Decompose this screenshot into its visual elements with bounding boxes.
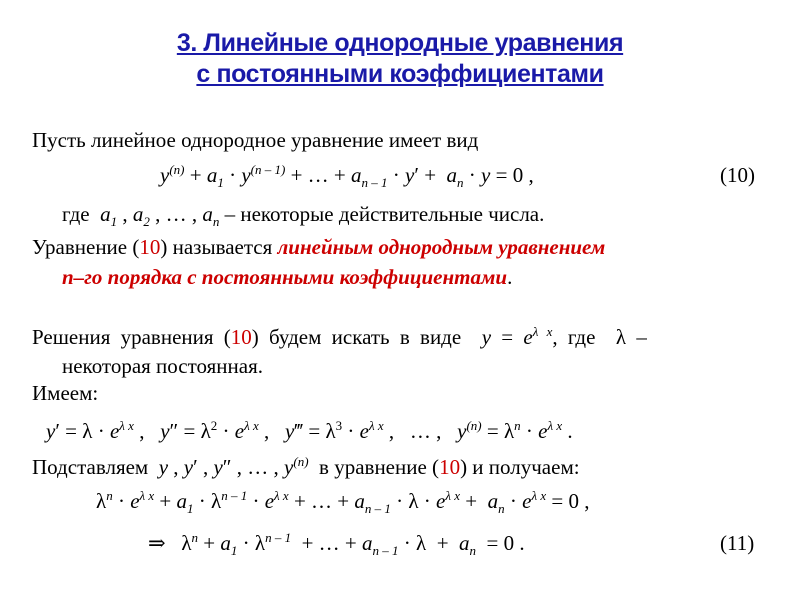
have-label: Имеем: xyxy=(32,381,99,405)
definition-highlight1: линейным однородным уравнением xyxy=(277,235,606,259)
solution-start: Решения уравнения ( xyxy=(32,325,231,349)
equation-10: $y^{(n)} + a_1 \cdot y^{(n - 1)}$ + … + $a_{n - 1} \cdot y' + a_n \cdot y = 0$ , xyxy=(160,162,534,190)
section-title-line1: 3. Линейные однородные уравнения xyxy=(176,29,624,57)
solution-line1: Решения уравнения (10) будем искать в виде $y = e^{\lambda x}$, где λ – xyxy=(32,324,647,349)
section-title xyxy=(0,28,800,90)
solution-line2: некоторая постоянная. xyxy=(62,354,263,378)
definition-middle: ) называется xyxy=(160,235,273,259)
solution-where: , где xyxy=(552,325,596,349)
solution-middle: ) будем искать в виде xyxy=(251,325,462,349)
definition-end: . xyxy=(507,265,513,289)
coefficients-line: где $a_1$ , $a_2$ , … , $a_n$ – некоторые действительные числа. xyxy=(62,202,545,229)
solution-dash: – xyxy=(636,325,647,349)
substituted-equation: $\lambda^n \cdot e^{\lambda x} + a_1 \cdot \lambda^{n - 1} \cdot e^{\lambda x}$ + … + $a_{n - 1} \cdot \lambda \cdot e^{\lambda x} + a_n \cdot e^{\lambda x} = 0$ , xyxy=(96,488,590,516)
definition-line1 xyxy=(32,234,605,260)
equation-11: ⇒ $\lambda^n + a_1 \cdot \lambda^{n - 1}$ + … + $a_{n - 1} \cdot \lambda + a_n = 0$ . xyxy=(148,530,525,558)
definition-start: Уравнение ( xyxy=(32,235,140,259)
equation-11-label: (11) xyxy=(720,531,755,555)
definition-highlight2: n–го порядка с постоянными коэффициентами xyxy=(62,265,508,289)
definition-line2 xyxy=(62,264,512,290)
solution-ref: 10 xyxy=(230,325,252,349)
definition-ref: 10 xyxy=(139,235,161,259)
intro-text: Пусть линейное однородное уравнение имеет вид xyxy=(32,128,479,152)
subst-ref: 10 xyxy=(439,455,461,479)
section-title-line2: с постоянными коэффициентами xyxy=(196,60,604,88)
subst-end: ) и получаем: xyxy=(460,455,580,479)
derivatives-line: $y' = \lambda \cdot e^{\lambda x}$ , $y'' = \lambda^2 \cdot e^{\lambda x}$ , y‴ = $\lambda^3 \cdot e^{\lambda x}$ , … , $y^{(n)} = \lambda^n \cdot e^{\lambda x}$ . xyxy=(46,418,573,443)
subst-start: Подставляем xyxy=(32,455,149,479)
substitution-line: Подставляем y , y′ , y″ , … , $y^{(n)}$ в уравнение (10) и получаем: xyxy=(32,454,580,479)
subst-middle: в уравнение ( xyxy=(319,455,440,479)
where-prefix: где xyxy=(62,202,90,226)
where-suffix: – некоторые действительные числа. xyxy=(224,202,545,226)
equation-10-label: (10) xyxy=(720,163,755,187)
